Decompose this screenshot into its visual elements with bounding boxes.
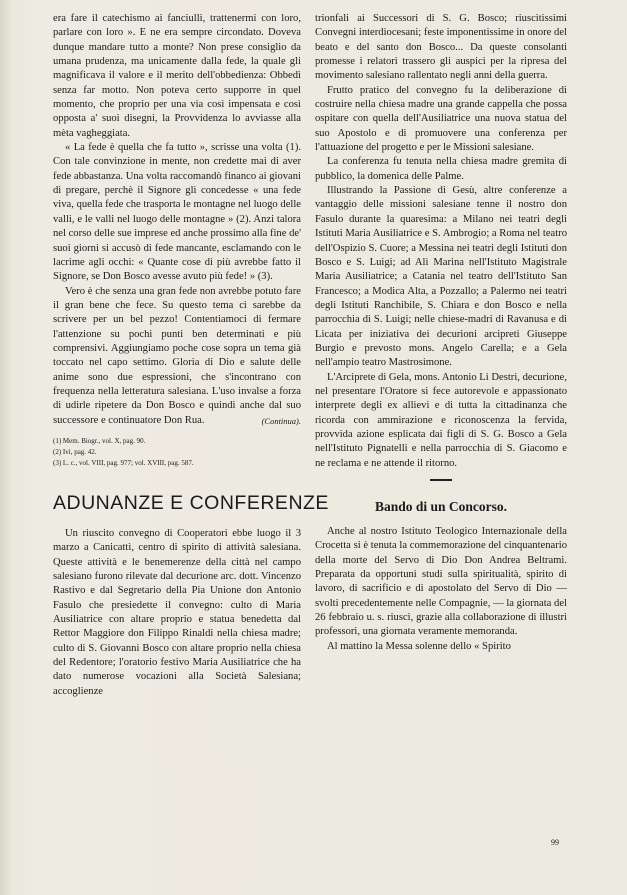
footnote: (3) L. c., vol. VIII, pag. 977; vol. XVIII, pag. 587. bbox=[53, 458, 194, 467]
paragraph: Frutto pratico del convegno fu la deliberazione di costruire nella chiesa madre una grande cappella che possa ospitare con quella dell'Ausiliatrice una nuova statua del suo Apostolo e di promuovere una conferenza per l'attuazione del progetto e per le Missioni salesiane. bbox=[315, 84, 567, 154]
paragraph: Un riuscito convegno di Cooperatori ebbe luogo il 3 marzo a Canicattì, centro di spirito di attività salesiana. Queste attività e le benemerenze della città nel campo salesiano furono rilevate dal decurione arc. dott. Vincenzo Rastivo e dal Segretario della Pia Unione don Antonio Fasulo che presiedette il convegno: culto di Maria Ausiliatrice con altare proprio e statua benedetta dal Rettor Maggiore don Filippo Rinaldi nella chiesa madre; culto di S. Giovanni Bosco con altare proprio nella chiesa del Redentore; l'oratorio festivo Maria Ausiliatrice che ha dato numerose vocazioni alla Società Salesiana; accoglienze bbox=[53, 527, 301, 697]
section-divider bbox=[430, 479, 452, 481]
continua-label: (Continua). bbox=[261, 415, 301, 426]
page-number: 99 bbox=[551, 838, 559, 847]
paragraph: era fare il catechismo ai fanciulli, trattenermi con loro, parlare con loro ». E ne era sempre circondato. Doveva dunque mandare tutto a monte? Non prese consiglio da umana prudenza, ma unicamente dalla fede, la quale gli magnificava il valore e il merito dell'obbedienza: Obbedì senza far motto. Non poteva certo supporre in quel momento, che proprio per una via così impensata e così opposta a' suoi disegni, la Provvidenza lo avviasse alla mèta vagheggiata. bbox=[53, 13, 301, 139]
footnote: (2) Ivi, pag. 42. bbox=[53, 447, 97, 456]
paragraph: Al mattino la Messa solenne dello « Spirito bbox=[327, 640, 511, 652]
paragraph bbox=[53, 285, 301, 428]
paragraph-text: Vero è che senza una gran fede non avrebbe potuto fare il gran bene che fece. Su questo tema ci sarebbe da scrivere per un bel pezzo! Contentiamoci di fermare l'attenzione su pochi punti ben determinati e più comprensivi. Aggiungiamo poche cose sopra un tema già toccato nel capo settimo. Gloria di Dio e salute delle anime sono due espressioni, che s'incontrano con frequenza nella letteratura salesiana. L'uso invalse a forza di udirle ripetere da Don Bosco e quindi anche dal suo successore e continuatore Don Rua. bbox=[53, 285, 301, 426]
right-column bbox=[315, 12, 567, 654]
section-title: ADUNANZE E CONFERENZE bbox=[53, 491, 329, 514]
paragraph: La conferenza fu tenuta nella chiesa madre gremita di pubblico, la domenica delle Palme. bbox=[315, 156, 567, 182]
paragraph: Illustrando la Passione di Gesù, altre conferenze a vantaggio delle missioni salesiane tenne il nostro don Fasulo durante la quaresima: a Milano nei teatri degli Istituti Maria Ausiliatrice e S. Ambrogio; a Roma nel teatro dell'Ospizio S. Cuore; a Messina nei teatri degli Istituti don Bosco e S. Luigi; ad Alì Marina nell'Istituto Magistrale Maria Ausiliatrice; a Catania nel teatro dell'Istituto San Francesco; a Modica Alta, a Pozzallo; a Palermo nei teatri degli Istituti Ranchibile, S. Chiara e don Bosco e nella parrocchia di S. Luigi; nelle chiese-madri di Ravanusa e di Licata per iniziativa dei decurioni arcipreti Giuseppe Burgio e prevosto mons. Angelo Carella; e a Gela nell'ampio teatro Mastrosimone. bbox=[315, 185, 567, 369]
paragraph: trionfali ai Successori di S. G. Bosco; riuscitissimi Convegni interdiocesani; feste imponentissime in onore del beato e del santo don Bosco... Da queste consolanti promesse i relatori trassero gli auspici per la ripresa del movimento salesiano rallentato negli anni della guerra. bbox=[315, 13, 567, 82]
footnote: (1) Mem. Biogr., vol. X, pag. 90. bbox=[53, 436, 146, 445]
subsection-title: Bando di un Concorso. bbox=[374, 499, 508, 514]
footnotes bbox=[53, 436, 301, 469]
paragraph: Anche al nostro Istituto Teologico Internazionale della Crocetta si è tenuta la commemorazione del cinquantenario della morte del Servo di Dio Don Andrea Beltrami. Preparata da opportuni studi sulla spiritualità, spirito di lavoro, di sacrificio e di apostolato del Servo di Dio — svolti precedentemente nelle Compagnie, — la giornata del 26 febbraio u. s. riuscì, grazie alla collaborazione di illustri professori, una giornata veramente memoranda. bbox=[315, 526, 567, 638]
paragraph: L'Arciprete di Gela, mons. Antonio Li Destri, decurione, nel presentare l'Oratore si fece autorevole e appassionato interprete degli ex allievi e di tutta la cittadinanza che ricorda con ammirazione e riconoscenza la fervida, provvida azione esplicata dai figli di S. G. Bosco a Gela nell'Istituto Pignatelli e nella parrocchia di S. Giacomo e ne reclama e ne attende il ritorno. bbox=[315, 371, 567, 469]
left-column bbox=[53, 12, 329, 699]
paragraph: « La fede è quella che fa tutto », scrisse una volta (1). Con tale convinzione in mente, non credette mai di aver fede abbastanza. Una volta raccomandò financo ai giovani di pregare, perchè il Signore gli concedesse « una fede viva, quella fede che trasporta le montagne nel luogo delle valli, e le valli nel luogo delle montagne » (2). Anzi talora nel corso delle sue imprese ed anche prossimo alla fine de' suoi giorni si accusò di fede mancante, esclamando con le lacrime agli occhi: « Quante cose di più avrebbe fatto il Signore, se Don Bosco avesse avuto più fede! » (3). bbox=[53, 142, 301, 283]
